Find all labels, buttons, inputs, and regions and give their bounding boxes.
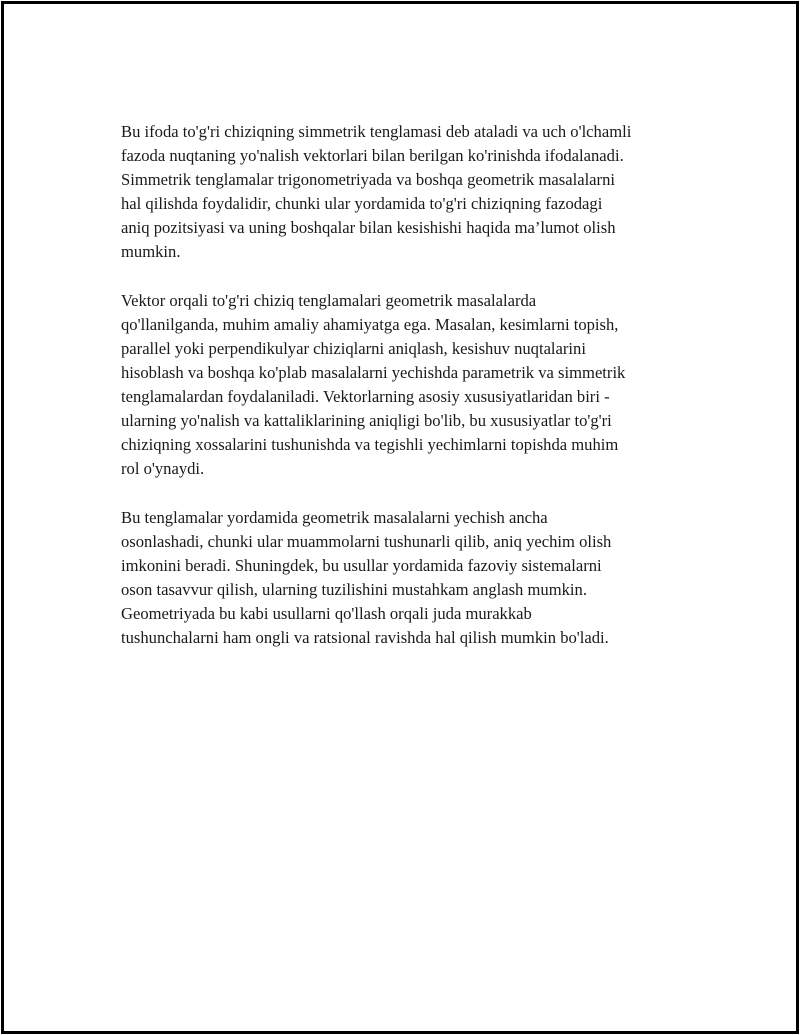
paragraph-3: Bu tenglamalar yordamida geometrik masalalarni yechish ancha osonlashadi, chunki ular muammolarni tushunarli qilib, aniq yechim olish imkonini beradi. Shuningdek, bu usullar yordamida fazoviy sistemalarni oson tasavvur qilish, ularning tuzilishini mustahkam anglash mumkin. Geometriyada bu kabi usullarni qo'llash orqali juda murakkab tushunchalarni ham ongli va ratsional ravishda hal qilish mumkin bo'ladi.: [121, 507, 612, 647]
document-body: [121, 120, 687, 674]
paragraph-1: Bu ifoda to'g'ri chiziqning simmetrik tenglamasi deb ataladi va uch o'lchamli fazoda nuqtaning yo'nalish vektorlari bilan berilgan ko'rinishda ifodalanadi. Simmetrik tenglamalar trigonometriyada va boshqa geometrik masalalarni hal qilishda foydalidir, chunki ular yordamida to'g'ri chiziqning fazodagi aniq pozitsiyasi va uning boshqalar bilan kesishishi haqida ma’lumot olish mumkin.: [121, 122, 632, 262]
page-frame: [1, 1, 799, 1034]
paragraph-2: Vektor orqali to'g'ri chiziq tenglamalari geometrik masalalarda qo'llanilganda, muhim amaliy ahamiyatga ega. Masalan, kesimlarni topish, parallel yoki perpendikulyar chiziqlarni aniqlash, kesishuv nuqtalarini hisoblash va boshqa ko'plab masalalarni yechishda parametrik va simmetrik tenglamalardan foydalaniladi. Vektorlarning asosiy xususiyatlaridan biri - ularning yo'nalish va kattaliklarining aniqligi bo'lib, bu xususiyatlar to'g'ri chiziqning xossalarini tushunishda va tegishli yechimlarni topishda muhim rol o'ynaydi.: [121, 290, 626, 479]
